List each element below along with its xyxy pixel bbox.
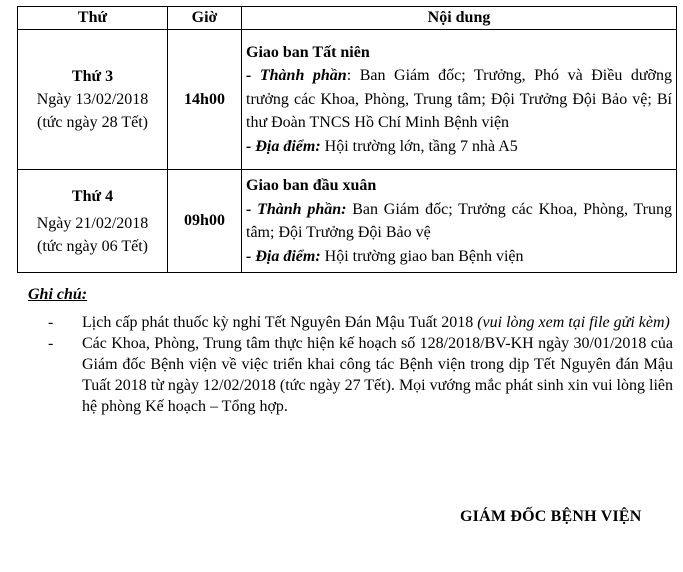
location-text: Hội trường giao ban Bệnh viện: [320, 247, 524, 265]
event-location: [246, 245, 672, 269]
time-cell: 09h00: [168, 170, 242, 273]
day-cell: [18, 170, 168, 273]
event-location: [246, 135, 672, 159]
members-text: Ban Giám đốc; Trưởng, Phó và Điều dưỡng trưởng các Khoa, Phòng, Trung tâm; Đội Trưởng Đội Bảo vệ; Bí thư Đoàn TNCS Hồ Chí Minh Bệnh viện: [246, 67, 672, 132]
event-title: Giao ban Tất niên: [246, 43, 370, 61]
event-members: [246, 64, 672, 135]
day-date: Ngày 21/02/2018: [36, 214, 149, 232]
table-row: [18, 170, 677, 273]
schedule-table: [17, 6, 677, 273]
list-dash: -: [48, 335, 54, 352]
members-text: Ban Giám đốc; Trưởng các Khoa, Phòng, Trung tâm; Đội Trưởng Đội Bảo vệ: [246, 200, 673, 241]
members-sep: :: [346, 67, 352, 85]
header-content: Nội dung: [242, 7, 677, 30]
members-label: - Thành phần: [246, 67, 347, 85]
content-cell: [242, 30, 677, 170]
table-header-row: [18, 7, 677, 30]
day-name: Thứ 4: [71, 187, 114, 205]
event-title: Giao ban đầu xuân: [246, 177, 377, 194]
note-text: Các Khoa, Phòng, Trung tâm thực hiện kế hoạch số 128/2018/BV-KH ngày 30/01/2018 của Giám đốc Bệnh viện về việc triển khai công tác Bệnh viện trong dịp Tết Nguyên đán Mậu Tuất 2018 từ ngày 12/02/2018 (tức ngày 27 Tết). Mọi vướng mắc phát sinh xin vui lòng liên hệ phòng Kế hoạch – Tổng hợp.: [82, 335, 673, 415]
event-members: [246, 198, 672, 245]
day-name: Thứ 3: [71, 68, 114, 85]
day-cell: [18, 30, 168, 170]
location-text: Hội trường lớn, tầng 7 nhà A5: [320, 137, 518, 155]
day-lunar: (tức ngày 06 Tết): [36, 237, 148, 255]
location-label: - Địa điểm:: [246, 247, 321, 265]
note-italic: (vui lòng xem tại file gửi kèm): [477, 314, 670, 331]
note-text: Lịch cấp phát thuốc kỳ nghỉ Tết Nguyên Đán Mậu Tuất 2018: [82, 314, 478, 331]
table-row: [18, 30, 677, 170]
day-lunar: (tức ngày 28 Tết): [36, 114, 148, 131]
members-label: - Thành phần:: [246, 200, 347, 218]
header-time: Giờ: [168, 7, 242, 30]
signature-title: GIÁM ĐỐC BỆNH VIỆN: [460, 508, 642, 525]
header-day: Thứ: [18, 7, 168, 30]
time-cell: 14h00: [168, 30, 242, 170]
notes-list: [48, 312, 673, 417]
content-cell: [242, 170, 677, 273]
list-dash: -: [48, 314, 54, 331]
list-item: [48, 312, 673, 333]
location-label: - Địa điểm:: [246, 137, 321, 155]
notes-title: Ghi chú:: [28, 286, 88, 303]
list-item: [48, 333, 673, 417]
day-date: Ngày 13/02/2018: [36, 91, 149, 108]
